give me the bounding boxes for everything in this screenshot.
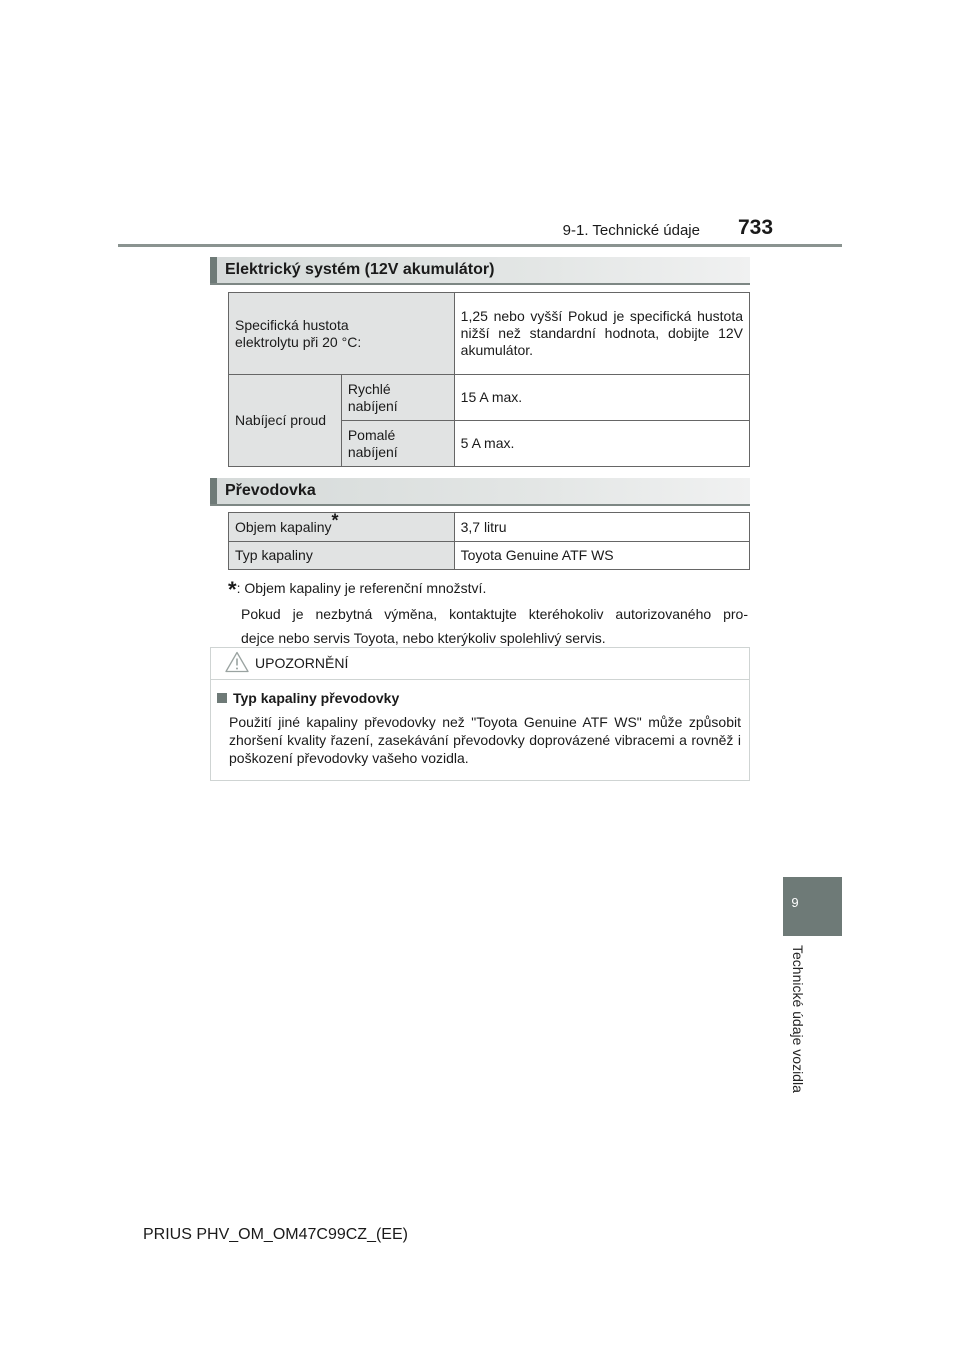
density-label-line2: elektrolytu při 20 °C: [235,333,362,350]
density-value: 1,25 nebo vyšší Pokud je specifická hustota nižší než standardní hodnota, dobijte 12V akumulátor. [454,293,749,375]
electrical-spec-table [228,292,750,467]
fast-charge-label-line1: Rychlé [347,380,391,397]
section-heading-electrical [210,257,750,285]
footnote-line3: dejce nebo servis Toyota, nebo kterýkoliv spolehlivý servis. [241,630,606,646]
caution-box [210,647,750,781]
fast-charge-label [341,375,454,421]
fluid-type-value: Toyota Genuine ATF WS [454,542,749,570]
transmission-spec-table [228,509,750,570]
footnote-star: * [331,509,339,530]
section-heading-bar [210,257,217,283]
slow-charge-label [341,421,454,467]
table-row [229,513,750,542]
caution-item-title: Typ kapaliny převodovky [233,690,400,706]
slow-charge-value: 5 A max. [454,421,749,467]
density-label-line1: Specifická hustota [235,316,349,333]
table-row [229,293,750,375]
fluid-capacity-label-text: Objem kapaliny [235,518,332,535]
fluid-capacity-label [229,509,455,542]
section-title-transmission: Převodovka [225,482,316,499]
slow-charge-label-line1: Pomalé [347,426,396,443]
footnote-star-marker: * [228,577,237,602]
header-section-title: 9-1. Technické údaje [562,222,700,239]
table-row [229,375,750,421]
slow-charge-label-line2: nabíjení [347,443,398,460]
header-divider [118,244,842,247]
footnote-line2: Pokud je nezbytná výměna, kontaktujte kteréhokoliv autorizovaného pro- [241,606,748,622]
fast-charge-label-line2: nabíjení [347,397,398,414]
caution-header [211,648,749,680]
fluid-type-label: Typ kapaliny [229,542,455,570]
charge-current-label: Nabíjecí proud [229,375,342,467]
table-row [229,542,750,570]
footnote-line1: : Objem kapaliny je referenční množství. [236,580,487,596]
caution-item-heading [217,690,399,706]
fluid-capacity-value: 3,7 litru [454,513,749,542]
chapter-tab-label: Technické údaje vozidla [790,945,806,1093]
caution-title: UPOZORNĚNÍ [255,655,349,671]
chapter-tab-number: 9 [791,895,799,910]
warning-triangle-icon [225,651,249,673]
square-bullet-icon [217,693,227,703]
caution-item-text: Použití jiné kapaliny převodovky než "Toyota Genuine ATF WS" může způsobit zhoršení kvality řazení, zasekávání převodovky doprovázené vibracemi a rovněž i poškození převodovky vašeho vozidla. [229,714,741,766]
section-heading-bar [210,478,217,504]
density-label [229,293,455,375]
fast-charge-value: 15 A max. [454,375,749,421]
section-heading-transmission [210,478,750,506]
document-id: PRIUS PHV_OM_OM47C99CZ_(EE) [143,1226,408,1243]
page-number: 733 [738,216,774,239]
section-title-electrical: Elektrický systém (12V akumulátor) [225,261,495,278]
footnote [228,576,748,650]
